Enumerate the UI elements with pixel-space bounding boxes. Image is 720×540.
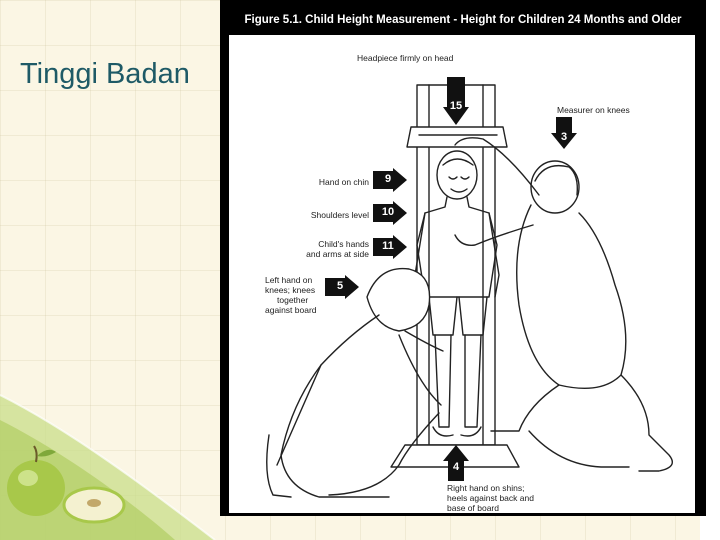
callout-knees-line-3: together [277,295,309,305]
callout-arms-line-1: Child's hands [318,239,369,249]
callout-knees-line-2: knees; knees [265,285,316,295]
step-arrow-shoulders [373,201,407,225]
figure-canvas [229,35,695,513]
callout-shins-line-1: Right hand on shins; [447,483,525,493]
callout-measurer-text: Measurer on knees [557,105,630,115]
callout-knees-line-1: Left hand on [265,275,313,285]
callout-shins-line-2: heels against back and [447,493,534,503]
step-arrow-headpiece [443,77,469,125]
figure-title: Figure 5.1. Child Height Measurement - Height for Children 24 Months and Older [244,14,682,26]
step-number-knees: 5 [336,280,344,292]
callout-shins-text [447,483,534,513]
callout-chin-text: Hand on chin [318,177,369,187]
step-arrow-knees [325,275,359,299]
slide-title: Tinggi Badan [20,58,190,90]
step-number-shins: 4 [452,461,460,473]
step-number-shoulders: 10 [381,206,395,218]
step-number-measurer: 3 [560,131,568,143]
callout-arms-line-2: and arms at side [306,249,369,259]
callout-headpiece-text: Headpiece firmly on head [357,53,454,63]
step-arrow-chin [373,168,407,192]
step-number-chin: 9 [384,173,392,185]
figure-panel [220,0,706,516]
callout-knees-line-4: against board [265,305,317,315]
step-arrow-shins [443,445,469,481]
callout-shoulders-text: Shoulders level [310,210,369,220]
step-number-arms: 11 [382,240,394,252]
callout-arms-text [279,239,369,259]
step-arrow-measurer [551,117,577,149]
step-number-headpiece: 15 [449,100,463,112]
step-arrow-arms [373,235,407,259]
callout-knees-text [265,275,317,315]
callout-shins-line-3: base of board [447,503,499,513]
